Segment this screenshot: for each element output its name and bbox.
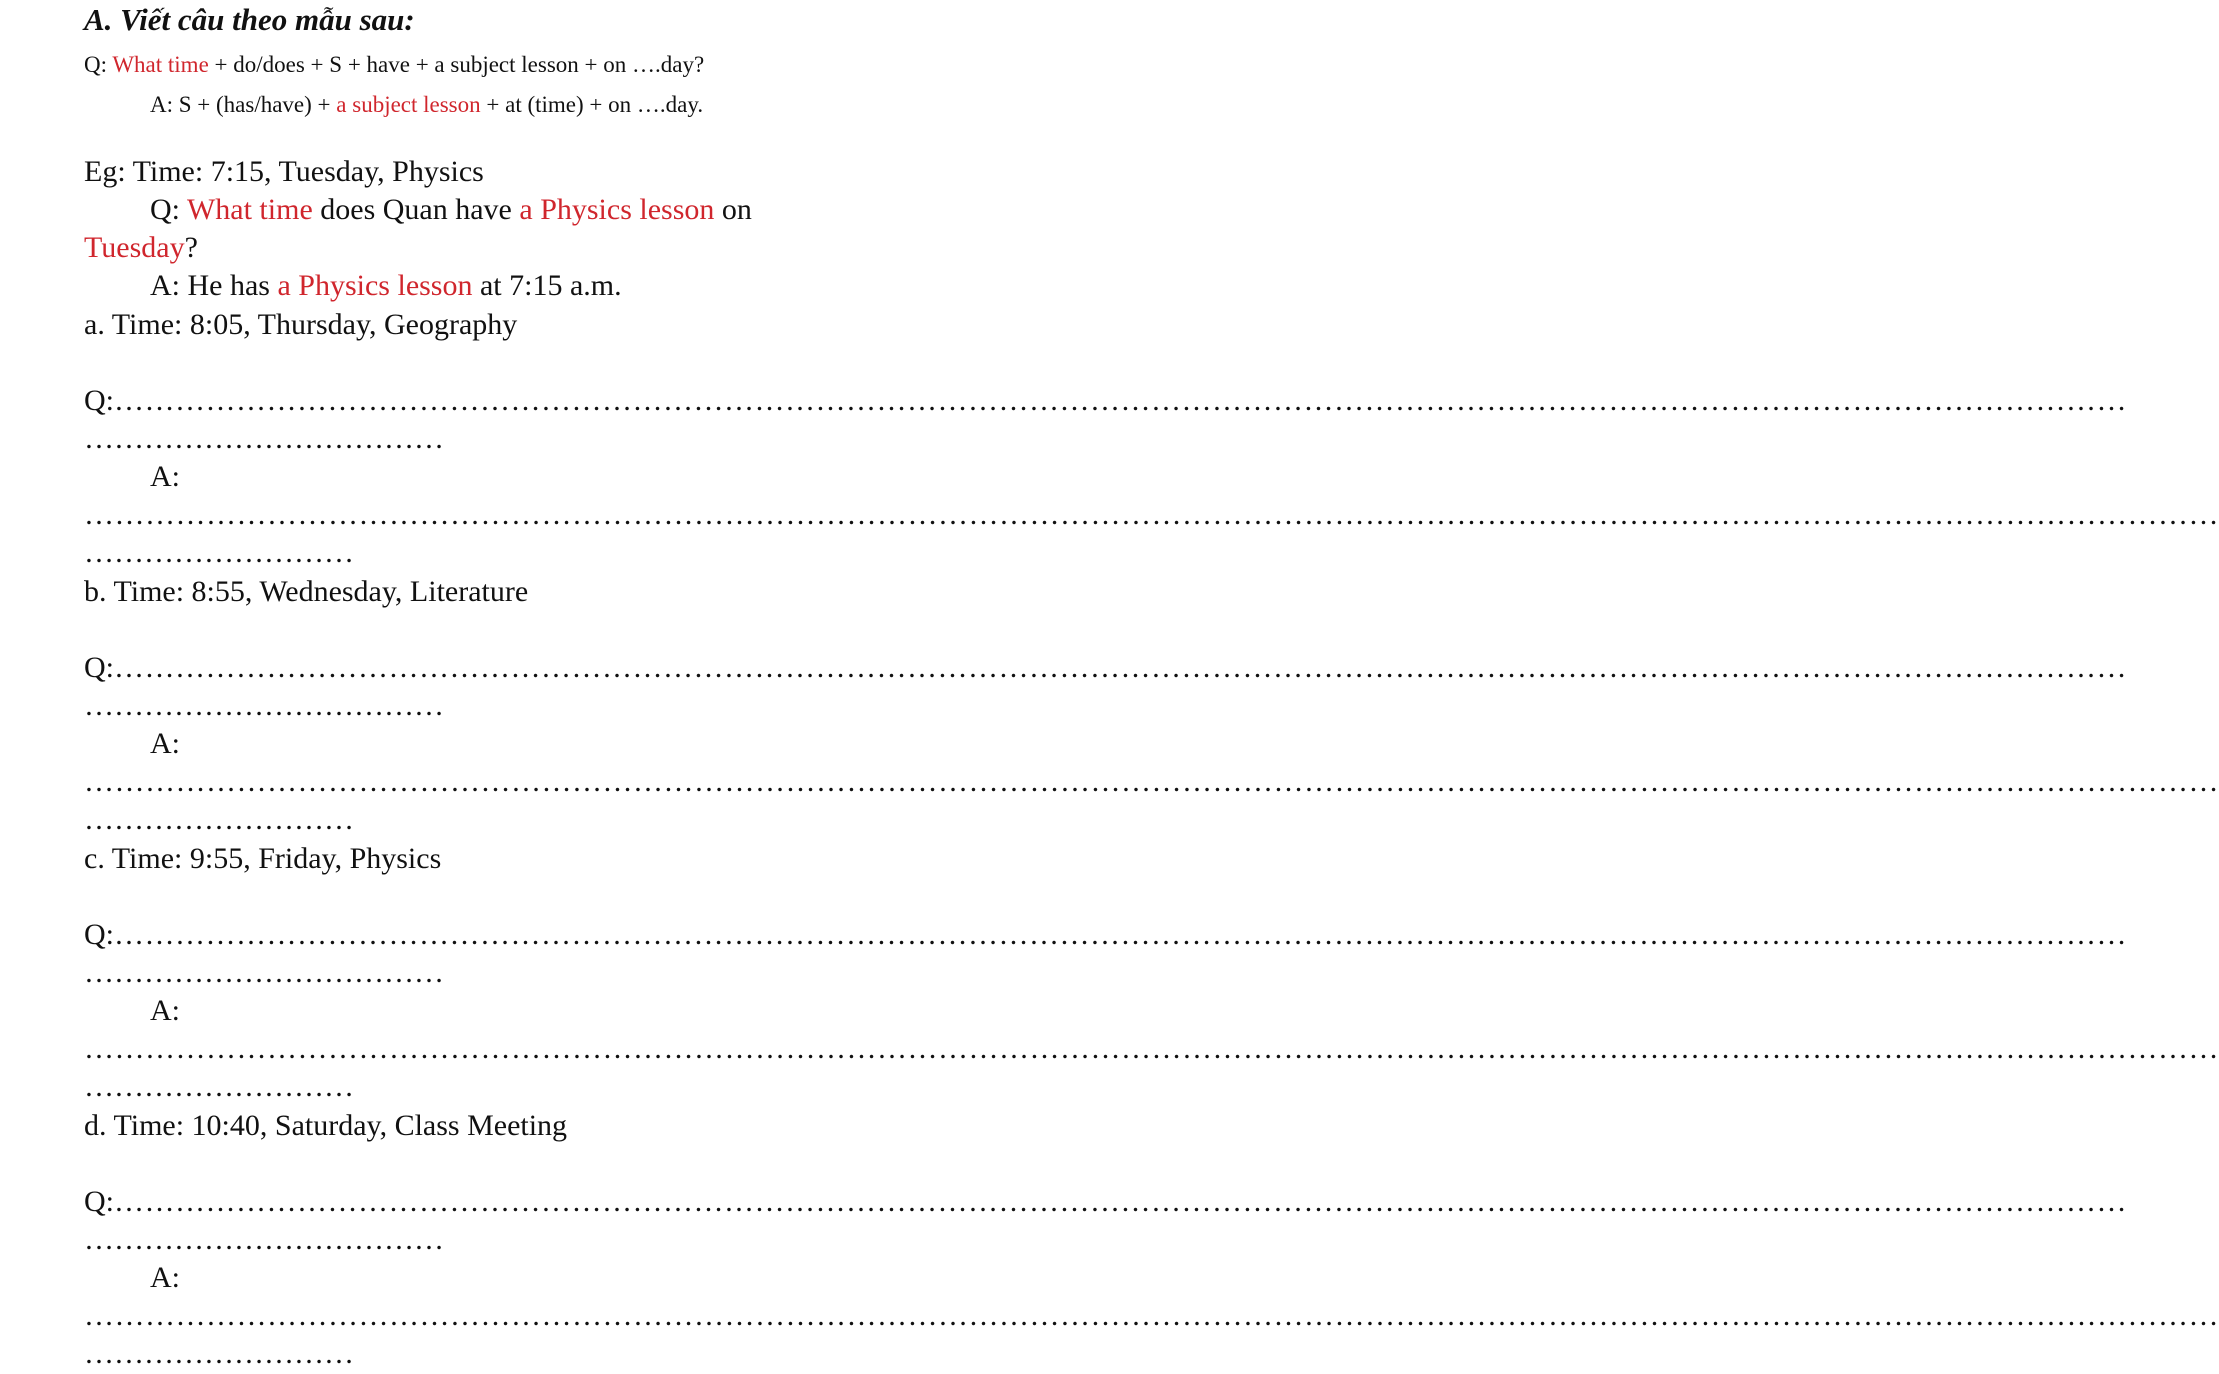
example-question-cont: Tuesday? xyxy=(84,231,198,264)
exercise-d-answer[interactable]: ………………………………………………………………………………………………………………………………………………………………………………………… xyxy=(84,1299,2219,1332)
exercise-b-label: b. Time: 8:55, Wednesday, Literature xyxy=(84,575,529,608)
exercise-d-question[interactable]: Q:……………………………………………………………………………………………………………………………………………………………………………… xyxy=(84,1185,2127,1218)
exercise-b-answer[interactable]: ………………………………………………………………………………………………………………………………………………………………………………………… xyxy=(84,765,2219,798)
exercise-c-label: c. Time: 9:55, Friday, Physics xyxy=(84,842,442,875)
exercise-a-label: a. Time: 8:05, Thursday, Geography xyxy=(84,308,518,341)
exercise-d-answer-cont: ……………………… xyxy=(84,1337,354,1370)
exercise-a-answer[interactable]: ………………………………………………………………………………………………………………………………………………………………………………………… xyxy=(84,498,2219,531)
example-line: Eg: Time: 7:15, Tuesday, Physics xyxy=(84,155,484,188)
exercise-c-answer-cont: ……………………… xyxy=(84,1070,354,1103)
exercise-b-question-cont: ……………………………… xyxy=(84,689,444,722)
exercise-a-question[interactable]: Q:……………………………………………………………………………………………………………………………………………………………………………… xyxy=(84,384,2127,417)
example-answer: A: He has a Physics lesson at 7:15 a.m. xyxy=(150,269,622,302)
pattern-question: Q: What time + do/does + S + have + a subject lesson + on ….day? xyxy=(84,52,705,77)
exercise-c-question[interactable]: Q:……………………………………………………………………………………………………………………………………………………………………………… xyxy=(84,918,2127,951)
exercise-c-question-cont: ……………………………… xyxy=(84,956,444,989)
section-title: A. Viết câu theo mẫu sau: xyxy=(84,2,415,37)
exercise-b-answer-cont: ……………………… xyxy=(84,803,354,836)
exercise-c-answer[interactable]: ………………………………………………………………………………………………………………………………………………………………………………………… xyxy=(84,1032,2219,1065)
exercise-c-answer-label: A: xyxy=(150,994,180,1027)
exercise-d-question-cont: ……………………………… xyxy=(84,1223,444,1256)
exercise-a-answer-label: A: xyxy=(150,460,180,493)
exercise-d-answer-label: A: xyxy=(150,1261,180,1294)
exercise-d-label: d. Time: 10:40, Saturday, Class Meeting xyxy=(84,1109,568,1142)
exercise-a-question-cont: ……………………………… xyxy=(84,422,444,455)
example-question: Q: What time does Quan have a Physics lesson on xyxy=(150,193,752,226)
exercise-a-answer-cont: ……………………… xyxy=(84,536,354,569)
pattern-answer: A: S + (has/have) + a subject lesson + at (time) + on ….day. xyxy=(150,92,704,117)
exercise-b-question[interactable]: Q:……………………………………………………………………………………………………………………………………………………………………………… xyxy=(84,651,2127,684)
exercise-b-answer-label: A: xyxy=(150,727,180,760)
